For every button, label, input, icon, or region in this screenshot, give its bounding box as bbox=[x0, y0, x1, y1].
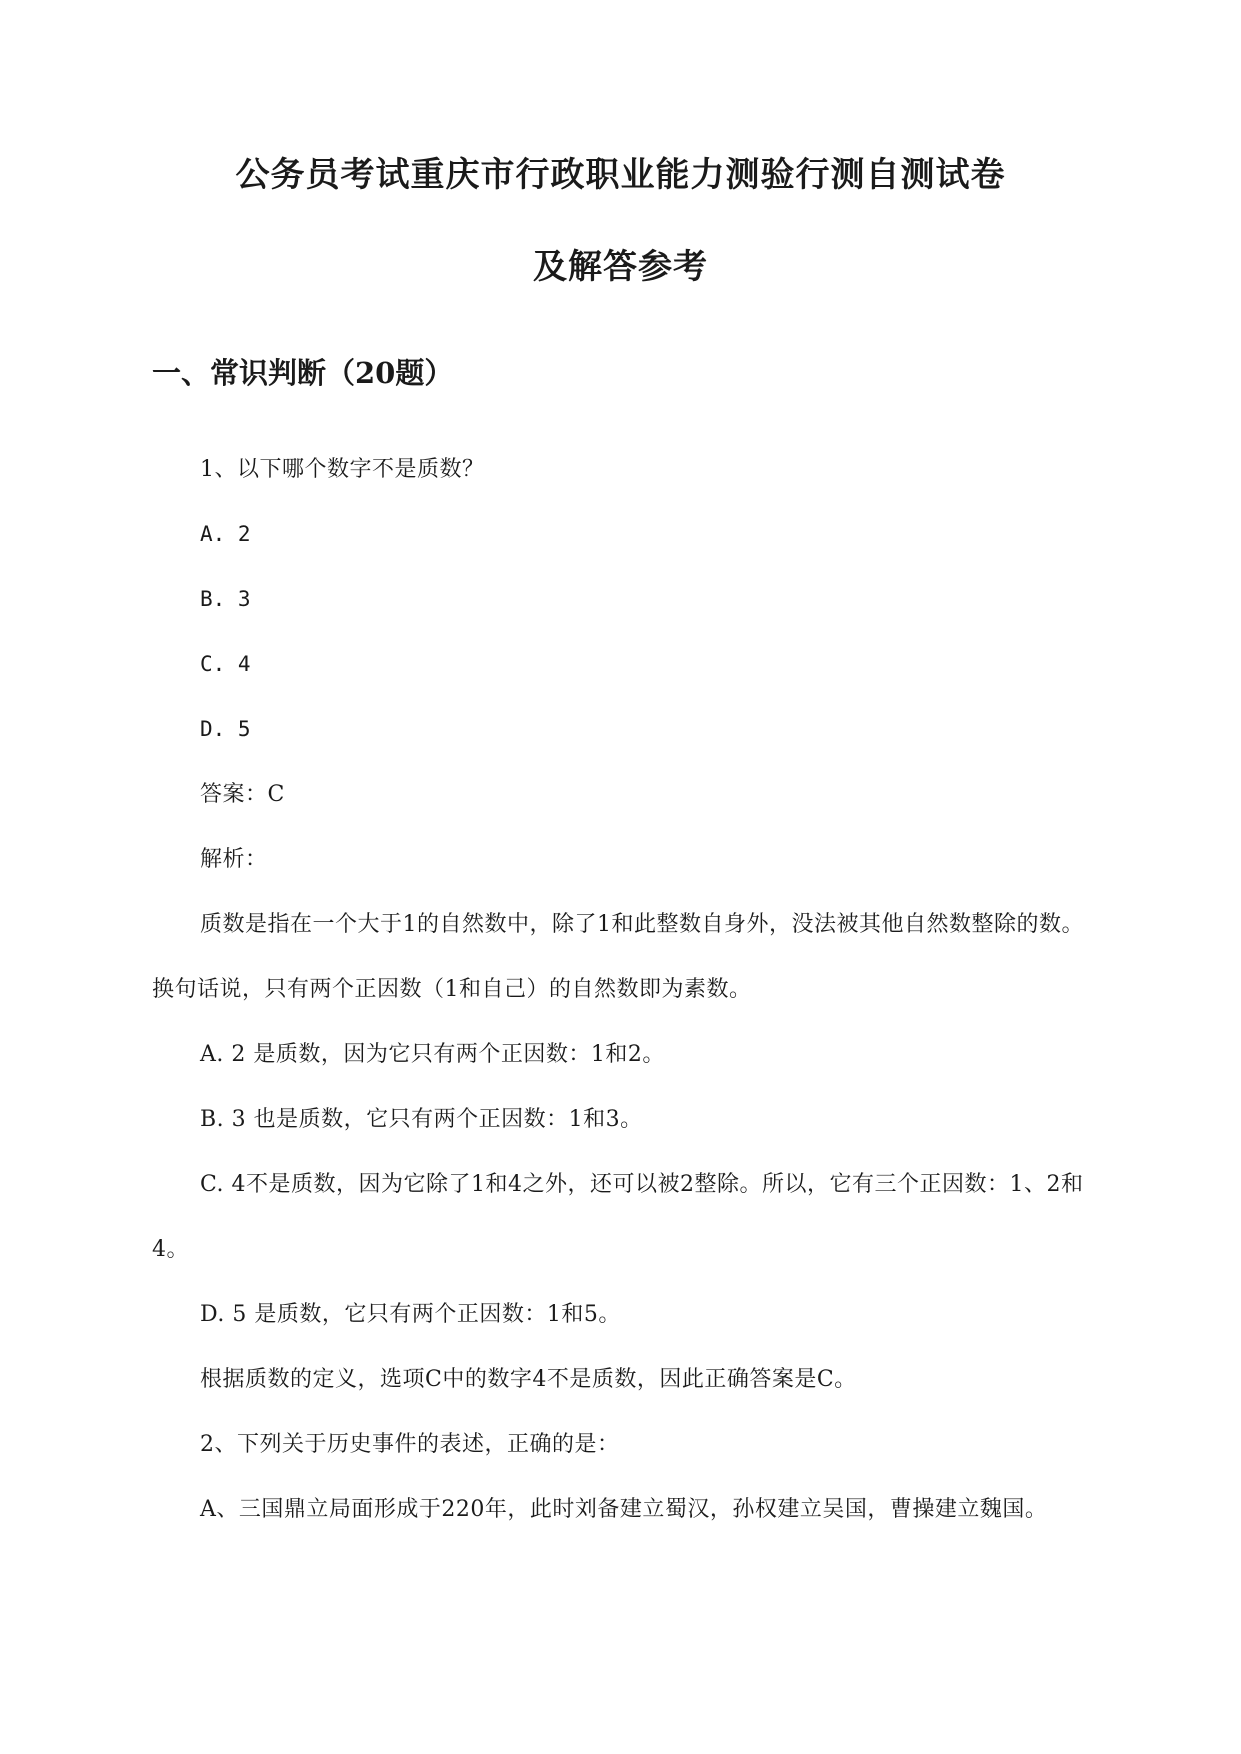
question-1-option-d: D. 5 bbox=[200, 717, 251, 741]
question-1-option-c: C. 4 bbox=[200, 652, 251, 676]
question-1-analysis-a: A. 2 是质数，因为它只有两个正因数：1和2。 bbox=[200, 1042, 665, 1067]
question-1-option-b: B. 3 bbox=[200, 587, 251, 611]
question-2-stem: 2、下列关于历史事件的表述，正确的是： bbox=[200, 1432, 620, 1457]
question-1-analysis-definition: 质数是指在一个大于1的自然数中，除了1和此整数自身外，没法被其他自然数整除的数。换句话说，只有两个正因数（1和自己）的自然数即为素数。 bbox=[152, 912, 1084, 1002]
question-1-answer: 答案：C bbox=[200, 782, 285, 807]
question-content bbox=[152, 437, 1088, 1542]
document-title-line2: 及解答参考 bbox=[533, 247, 708, 287]
question-1-analysis-d: D. 5 是质数，它只有两个正因数：1和5。 bbox=[200, 1302, 621, 1327]
question-1-option-a: A. 2 bbox=[200, 522, 251, 546]
question-1-analysis-c: C. 4不是质数，因为它除了1和4之外，还可以被2整除。所以，它有三个正因数：1、2和4。 bbox=[152, 1172, 1084, 1262]
document-title-line1: 公务员考试重庆市行政职业能力测验行测自测试卷 bbox=[235, 155, 1006, 195]
question-1-analysis-b: B. 3 也是质数，它只有两个正因数：1和3。 bbox=[200, 1107, 643, 1132]
question-1-stem: 1、以下哪个数字不是质数？ bbox=[200, 457, 485, 482]
section-heading-common-sense: 一、常识判断（20题） bbox=[152, 356, 454, 390]
question-2-option-a: A、三国鼎立局面形成于220年，此时刘备建立蜀汉，孙权建立吴国，曹操建立魏国。 bbox=[200, 1497, 1048, 1522]
question-1-analysis-label: 解析： bbox=[200, 847, 268, 872]
question-1-conclusion: 根据质数的定义，选项C中的数字4不是质数，因此正确答案是C。 bbox=[200, 1367, 857, 1392]
